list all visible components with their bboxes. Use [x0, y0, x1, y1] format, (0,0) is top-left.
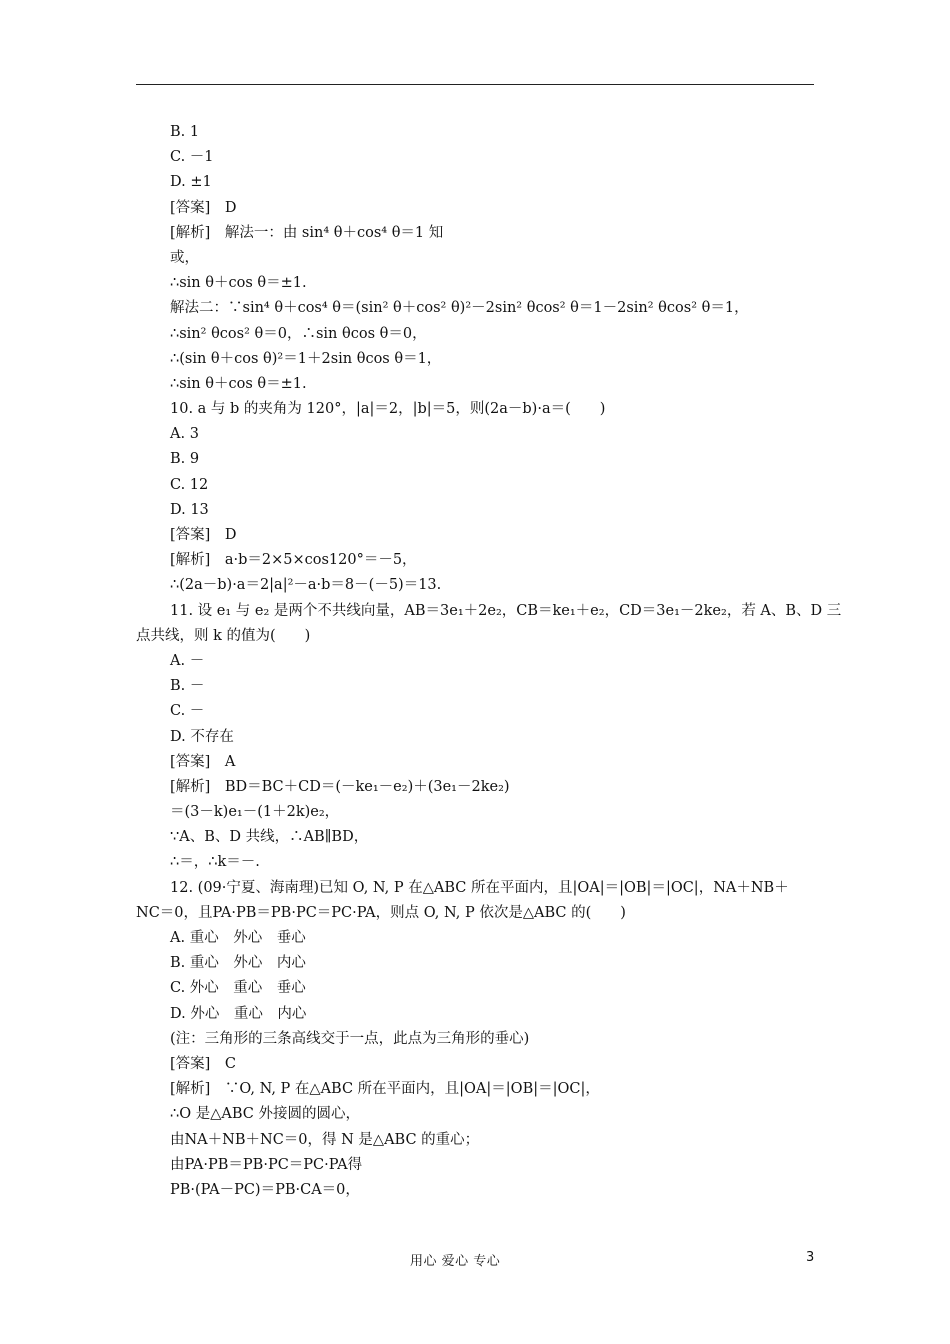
- text-line: ∴(2a－b)·a＝2|a|²－a·b＝8－(－5)＝13.: [170, 577, 442, 594]
- text-line: C. 12: [170, 476, 209, 493]
- text-line: 点共线，则 k 的值为( ): [136, 627, 311, 644]
- text-line: [答案] D: [170, 199, 237, 216]
- text-line: [解析] a·b＝2×5×cos120°＝－5，: [170, 552, 417, 569]
- text-line: ∴(sin θ＋cos θ)²＝1＋2sin θcos θ＝1，: [170, 350, 442, 367]
- text-line: C. －: [170, 703, 205, 720]
- text-line: ＝(3－k)e₁－(1＋2k)e₂，: [170, 804, 340, 821]
- text-line: ∴sin² θcos² θ＝0，∴sin θcos θ＝0，: [170, 325, 427, 342]
- text-line: 解法二：∵sin⁴ θ＋cos⁴ θ＝(sin² θ＋cos² θ)²－2sin² θcos² θ＝1－2sin² θcos² θ＝1，: [170, 300, 749, 317]
- text-line: D. 13: [170, 501, 209, 518]
- header-rule: [136, 84, 814, 85]
- text-line: D. 外心 重心 内心: [170, 1005, 307, 1022]
- text-line: ∵A、B、D 共线，∴AB∥BD，: [170, 829, 369, 846]
- text-line: ∴O 是△ABC 外接圆的圆心，: [170, 1106, 360, 1123]
- text-line: C. 外心 重心 垂心: [170, 980, 306, 997]
- page-body: [136, 120, 842, 1203]
- footer-motto: 用心 爱心 专心: [410, 1254, 501, 1269]
- text-line: PB·(PA－PC)＝PB·CA＝0，: [170, 1181, 360, 1198]
- text-line: 10. a 与 b 的夹角为 120°，|a|＝2，|b|＝5，则(2a－b)·a＝( ): [170, 401, 606, 418]
- text-line: A. －: [170, 652, 205, 669]
- text-line: D. 不存在: [170, 728, 234, 745]
- page-number: 3: [806, 1250, 815, 1265]
- text-line: [答案] C: [170, 1055, 236, 1072]
- text-line: A. 重心 外心 垂心: [170, 930, 306, 946]
- text-line: [解析] 解法一：由 sin⁴ θ＋cos⁴ θ＝1 知: [170, 224, 444, 241]
- text-line: 由NA＋NB＋NC＝0，得 N 是△ABC 的重心；: [170, 1131, 480, 1148]
- text-line: ∴sin θ＋cos θ＝±1.: [170, 375, 307, 392]
- text-line: ∴sin θ＋cos θ＝±1.: [170, 275, 307, 292]
- text-line: NC＝0，且PA·PB＝PB·PC＝PC·PA，则点 O, N, P 依次是△ABC 的( ): [136, 904, 626, 921]
- text-line: (注：三角形的三条高线交于一点，此点为三角形的垂心): [170, 1030, 530, 1047]
- text-line: C. －1: [170, 149, 214, 166]
- text-line: [解析] BD＝BC＋CD＝(－ke₁－e₂)＋(3e₁－2ke₂): [170, 778, 510, 795]
- text-line: B. 重心 外心 内心: [170, 955, 306, 972]
- text-line: 或，: [170, 249, 199, 266]
- text-line: 12. (09·宁夏、海南理)已知 O, N, P 在△ABC 所在平面内，且|OA|＝|OB|＝|OC|，NA＋NB＋: [170, 879, 789, 896]
- text-line: B. 1: [170, 124, 200, 140]
- text-line: A. 3: [170, 426, 199, 443]
- text-line: D. ±1: [170, 174, 212, 191]
- text-line: [答案] A: [170, 753, 236, 770]
- text-line: [答案] D: [170, 527, 237, 543]
- text-line: 11. 设 e₁ 与 e₂ 是两个不共线向量，AB＝3e₁＋2e₂，CB＝ke₁＋e₂，CD＝3e₁－2ke₂，若 A、B、D 三: [170, 602, 842, 619]
- text-line: B. －: [170, 678, 205, 695]
- text-line: [解析] ∵O, N, P 在△ABC 所在平面内，且|OA|＝|OB|＝|OC|，: [170, 1081, 600, 1098]
- text-line: 由PA·PB＝PB·PC＝PC·PA得: [170, 1156, 363, 1173]
- text-line: B. 9: [170, 451, 200, 468]
- text-line: ∴＝，∴k＝－.: [170, 854, 260, 871]
